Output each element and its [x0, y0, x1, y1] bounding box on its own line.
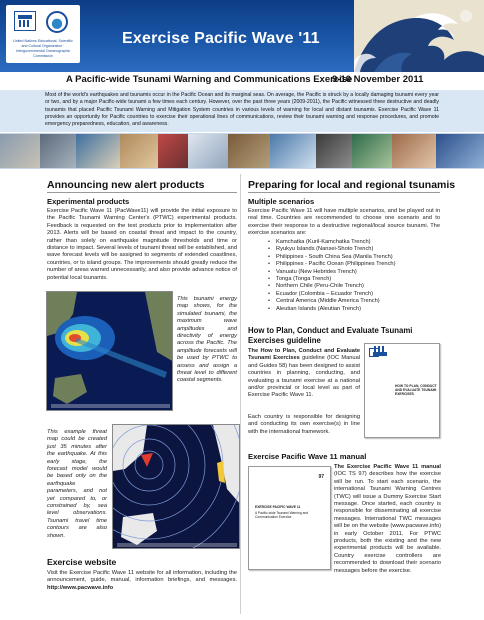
multiple-scenarios-heading: Multiple scenarios	[248, 197, 315, 206]
photo	[392, 134, 436, 168]
experimental-products-heading: Experimental products	[47, 197, 130, 206]
threat-map	[112, 424, 240, 549]
photo	[0, 134, 40, 168]
threat-map-graphic	[113, 425, 240, 549]
guideline-text-2: Each country is responsible for designing and conducting its own exercise(s) in line with the international framework.	[248, 414, 360, 435]
list-item: • Aleutian Islands (Aleutian Trench)	[268, 306, 440, 313]
list-item: • Ecuador (Colombia – Ecuador Trench)	[268, 291, 440, 298]
experimental-products-text: Exercise Pacific Wave 11 (PacWave11) will provide the initial exposure to the Pacific Tsunami Warning Center's (PTWC) experimental products. Feedback is requested on the test products prior to implementation after 2013. Alerts will be based on coastal threat and impact to the country, rather than solely on earthquake magnitude thresholds and time or distance to impact. Several levels of tsunami threat will be established, and wave forecast levels will be assigned to segments of extended coastlines, countries, or to island groups. The improvements should greatly reduce the number of areas warned unnecessarily, and also provide advance notice of potential local tsunamis.	[47, 208, 237, 281]
manual-text	[334, 464, 441, 575]
photo	[120, 134, 158, 168]
guideline-cover	[364, 343, 440, 438]
list-item: • Ryukyu Islands (Nansei-Shoto Trench)	[268, 246, 440, 253]
manual-cover-title: EXERCISE PACIFIC WAVE 11	[255, 505, 301, 509]
multiple-scenarios-text: Exercise Pacific Wave 11 will have multiple scenarios, and be played out in real time. Countries are recommended to choose one scenario and to exercise their response to a destructive regional/local source tsunami. The exercise scenarios are:	[248, 208, 440, 237]
photo	[316, 134, 352, 168]
ioc-globe-icon	[46, 11, 68, 33]
list-item: • Vanuatu (New Hebrides Trench)	[268, 269, 440, 276]
guideline-heading: How to Plan, Conduct and Evaluate Tsunami Exercises guideline	[248, 326, 413, 345]
list-item: • Philippines - South China Sea (Manila Trench)	[268, 254, 440, 261]
photo-strip	[0, 133, 484, 169]
guideline-title-bold: The How to Plan, Conduct and Evaluate Tsunami Exercises	[248, 348, 360, 362]
manual-description: (IOC TS 97) describes how the exercise will be run. To start each scenario, the international Tsunami Warning Centres (TWC) will issue a Dummy Exercise Start message. Once started, each country is responsible for disseminating all exercise messages. International TWC messages will be on the website (www.pacwave.info) in early October 2011. For PTWC products, both the existing and the new experimental products will be available. Country exercise controllers are recommended to download their scenario messages before the exercise.	[334, 471, 441, 574]
guideline-cover-title: HOW TO PLAN, CONDUCT AND EVALUATE TSUNAMI EXERCISES	[395, 384, 437, 397]
threat-map-caption: This example threat map could be created just 35 minutes after the earthquake. At this early stage, the forecast model would be based only on the earthquake parameters, and not yet compared to, or constrained by, sea level observations. Tsunami travel time contours are also shown.	[47, 429, 107, 539]
local-regional-heading: Preparing for local and regional tsunamis	[248, 179, 456, 191]
photo	[76, 134, 120, 168]
unesco-temple-icon	[369, 348, 379, 357]
manual-cover	[248, 466, 331, 570]
list-item: • Central America (Middle America Trench)	[268, 298, 440, 305]
exercise-website-heading: Exercise website	[47, 557, 117, 567]
energy-map-caption: This tsunami energy map shows, for the simulated tsunami, the maximum wave amplitudes and directivity of energy across the Pacific. The amplitude forecasts will be used by PTWC to assess and assign a threat level to different coastal segments.	[177, 296, 237, 384]
alert-products-heading: Announcing new alert products	[47, 179, 205, 191]
photo	[188, 134, 228, 168]
manual-title-bold: The Exercise Pacific Wave 11 manual	[334, 464, 441, 470]
website-description: Visit the Exercise Pacific Wave 11 website for all information, including the announcement, guide, manual, information briefings, and messages.	[47, 570, 237, 584]
exercise-subtitle: A Pacific-wide Tsunami Warning and Communications Exercise	[66, 74, 353, 85]
column-divider	[240, 174, 241, 614]
intro-text: Most of the world's earthquakes and tsunamis occur in the Pacific Ocean and its marginal seas. On average, the Pacific is struck by a locally damaging tsunami every year or two, and by a major Pacific-wide tsunami a few times each century. However, over the past three years (2009-2011), the Pacific witnessed three destructive and deadly tsunamis that placed Pacific Tsunami Warning and Mitigation System countries in various levels of warning for local and distant tsunamis. Exercise Pacific Wave 11 provides an opportunity for Pacific countries to exercise their operational lines of communications, review their tsunami warning and response procedures, and promote emergency preparedness, education, and awareness.	[45, 92, 439, 128]
unesco-temple-icon	[14, 11, 36, 31]
manual-cover-subtitle: A Pacific-wide Tsunami Warning and Communication Exercise	[255, 511, 309, 520]
photo	[228, 134, 270, 168]
guideline-description: guideline (IOC Manual and Guides 58) has been designed to assist countries in planning, conducting, and evaluating a tsunami exercise at a national and/or provincial or local level as part of Exercise Pacific Wave 11.	[248, 355, 361, 399]
great-wave-illustration	[354, 0, 484, 72]
manual-heading: Exercise Pacific Wave 11 manual	[248, 452, 367, 461]
exercise-dates: 9-10 November 2011	[332, 74, 424, 85]
list-item: • Northern Chile (Peru-Chile Trench)	[268, 283, 440, 290]
manual-cover-number: 97	[318, 474, 324, 480]
list-item: • Kamchatka (Kuril-Kamchatka Trench)	[268, 239, 440, 246]
list-item: • Tonga (Tonga Trench)	[268, 276, 440, 283]
photo	[158, 134, 188, 168]
subtitle-bar	[0, 72, 484, 90]
intro-panel	[0, 90, 484, 132]
heading-rule	[248, 192, 440, 193]
scenario-list	[268, 239, 440, 313]
list-item: • Philippines - Pacific Ocean (Philippines Trench)	[268, 261, 440, 268]
logo-caption: United Nations Educational, Scientific and Cultural Organization · Intergovernmental Oceanographic Commission	[13, 39, 73, 58]
tsunami-energy-map	[46, 291, 173, 411]
unesco-ioc-logo	[6, 5, 80, 63]
heading-rule	[47, 192, 237, 193]
photo	[270, 134, 316, 168]
page-title: Exercise Pacific Wave '11	[122, 30, 320, 47]
photo	[352, 134, 392, 168]
energy-map-graphic	[47, 292, 173, 411]
header-banner	[0, 0, 484, 72]
guideline-text	[248, 348, 360, 400]
exercise-website-text	[47, 570, 237, 592]
photo	[436, 134, 484, 168]
website-link[interactable]: http://www.pacwave.info	[47, 584, 114, 591]
photo	[40, 134, 76, 168]
